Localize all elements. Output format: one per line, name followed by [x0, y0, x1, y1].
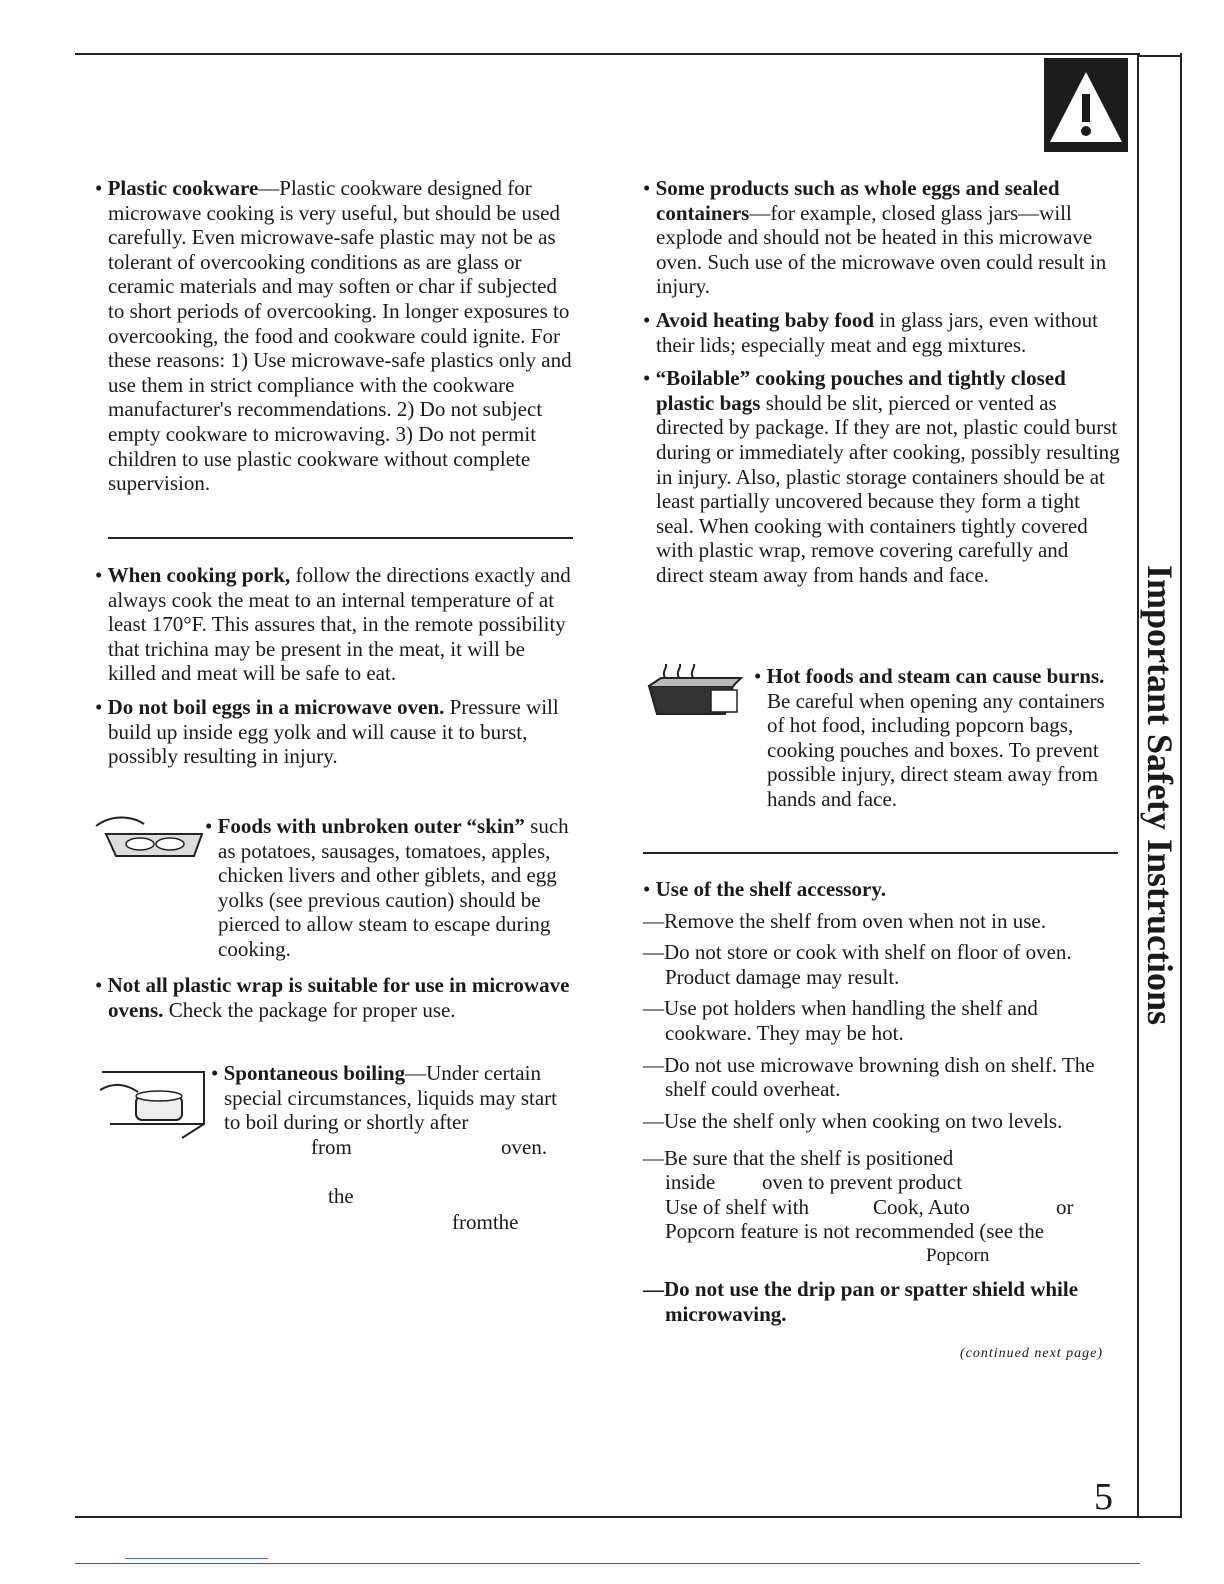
baby-food-title: Avoid heating baby food: [655, 307, 875, 332]
footer-link-rule: [125, 1558, 268, 1559]
wrap-item: [95, 973, 573, 1022]
shelf-sure-popcorn: Popcorn: [926, 1245, 990, 1266]
page-number: 5: [1094, 1476, 1113, 1518]
left-column-lower: [95, 563, 573, 769]
shelf-rule-1: — Remove the shelf from oven when not in use.: [643, 909, 1121, 934]
shelf-sure-oven: oven to prevent product: [762, 1170, 963, 1194]
plastic-cookware-body: —Plastic cookware designed for microwave cooking is very useful, but should be used carefully. Even microwave-safe plastic may not be as tolerant of overcooking conditions as are glass or ceramic materials and may soften or char if subjected to short periods of overcooking. In longer exposures to overcooking, the food and cookware could ignite. For these reasons: 1) Use microwave-safe plastics only and use them in strict compliance with the cookware manufacturer's recommendations. 2) Do not subject empty cookware to microwaving. 3) Do not permit children to use plastic cookware without complete supervision.: [108, 176, 572, 496]
boiling-item: [211, 1061, 573, 1135]
shelf-rule-3: — Use pot holders when handling the shelf and cookware. They may be hot.: [643, 996, 1121, 1045]
shelf-sure-popcorn-feature: Popcorn feature is not recommended (see the: [665, 1219, 1045, 1243]
steaming-container-illustration: [645, 664, 745, 726]
boiling-pot-illustration: [96, 1066, 208, 1144]
warning-block: [1044, 58, 1128, 152]
shelf-sure-or: or: [1056, 1195, 1074, 1219]
boil-fragment-fromthe: fromthe: [452, 1210, 519, 1234]
shelf-rule-5: — Use the shelf only when cooking on two levels.: [643, 1109, 1121, 1134]
shelf-item: [643, 877, 1121, 902]
products-body: —for example, closed glass jars—will explode and should not be heated in this microwave oven. Such use of the microwave oven could result in injury.: [656, 200, 1107, 299]
shelf-sure-line-1: —Be sure that the shelf is positioned: [643, 1146, 954, 1170]
shelf-block: [643, 877, 1121, 1133]
pork-item: [95, 563, 573, 686]
shelf-sure-cookauto: Cook, Auto: [873, 1195, 970, 1219]
pierced-food-illustration: [92, 812, 208, 864]
boil-fragment-oven: oven.: [501, 1135, 548, 1159]
wrap-title: Not all plastic wrap is suitable for use in microwave ovens.: [107, 973, 570, 1022]
skin-item: [205, 814, 575, 962]
right-column: [643, 176, 1121, 588]
eggs-body: Pressure will build up inside egg yolk and will cause it to burst, possibly resulting in injury.: [108, 694, 559, 769]
shelf-title: Use of the shelf accessory.: [655, 877, 886, 901]
warning-triangle-icon: [1044, 58, 1128, 152]
eggs-item: [95, 695, 573, 769]
side-title-text: Important Safety Instructions: [1140, 564, 1180, 1026]
wrap-block: [95, 973, 573, 1022]
shelf-sure-inside: inside: [665, 1170, 716, 1194]
pork-title: When cooking pork,: [107, 563, 291, 587]
drip-pan-block: [643, 1277, 1121, 1326]
bottom-rule: [75, 1516, 1140, 1518]
shelf-sure-text-1: Be sure that the shelf is positioned: [664, 1146, 954, 1170]
hot-foods-body: Be careful when opening any containers of hot food, including popcorn bags, cooking pouches and boxes. To prevent possible injury, direct steam away from hands and face.: [767, 688, 1105, 811]
sidebar-tick-bottom: [1138, 1516, 1182, 1518]
hot-foods-title: Hot foods and steam can cause burns.: [766, 664, 1105, 688]
eggs-title: Do not boil eggs in a microwave oven.: [107, 694, 445, 719]
top-rule: [75, 53, 1140, 55]
plastic-cookware-title: Plastic cookware: [107, 176, 259, 200]
continued-note: (continued next page): [960, 1346, 1104, 1361]
products-title: Some products such as whole eggs and sealed containers: [655, 176, 1060, 225]
skin-title: Foods with unbroken outer “skin”: [217, 814, 525, 838]
side-title: [1138, 560, 1182, 1030]
boilable-title: “Boilable” cooking pouches and tightly closed plastic bags: [655, 366, 1066, 415]
skin-body: such as potatoes, sausages, tomatoes, apples, chicken livers and other giblets, and egg yolks (see previous caution) should be pierced to allow steam to escape during cooking.: [218, 814, 569, 961]
skin-item-block: [205, 814, 575, 962]
left-column: [95, 176, 573, 496]
hot-foods-block: [754, 664, 1116, 812]
boiling-body: —Under certain special circumstances, liquids may start to boil during or shortly after: [224, 1061, 557, 1135]
footer-rule: [75, 1563, 1140, 1564]
shelf-rule-4: — Do not use microwave browning dish on shelf. The shelf could overheat.: [643, 1053, 1121, 1102]
pork-body: follow the directions exactly and always cook the meat to an internal temperature of at least 170°F. This assures that, in the remote possibility that trichina may be present in the meat, it will be killed and meat will be safe to eat.: [108, 563, 571, 686]
shelf-sure-useof: Use of shelf with: [665, 1195, 810, 1219]
plastic-cookware-item: [95, 176, 573, 496]
right-divider: [643, 852, 1118, 854]
products-item: [643, 176, 1121, 299]
drip-pan-warning: — Do not use the drip pan or spatter shield while microwaving.: [643, 1277, 1121, 1326]
boilable-body: should be slit, pierced or vented as directed by package. If they are not, plastic could burst during or immediately after cooking, possibly resulting in injury. Also, plastic storage containers should be at least partially uncovered because they form a tight seal. When cooking with containers tightly covered with plastic wrap, remove covering carefully and direct steam away from hands and face.: [656, 390, 1120, 587]
wrap-body: Check the package for proper use.: [163, 997, 456, 1022]
boil-fragment-from: from: [311, 1135, 352, 1159]
boiling-title: Spontaneous boiling: [223, 1061, 406, 1085]
boiling-block: [211, 1061, 573, 1135]
shelf-rule-2: — Do not store or cook with shelf on floor of oven. Product damage may result.: [643, 940, 1121, 989]
baby-food-item: [643, 308, 1121, 357]
sidebar-tick-top: [1138, 55, 1182, 57]
left-divider: [108, 537, 573, 539]
boil-fragment-the: the: [328, 1184, 354, 1208]
hot-foods-item: [754, 664, 1116, 812]
baby-food-body: in glass jars, even without their lids; especially meat and egg mixtures.: [656, 307, 1098, 357]
boilable-item: [643, 366, 1121, 587]
